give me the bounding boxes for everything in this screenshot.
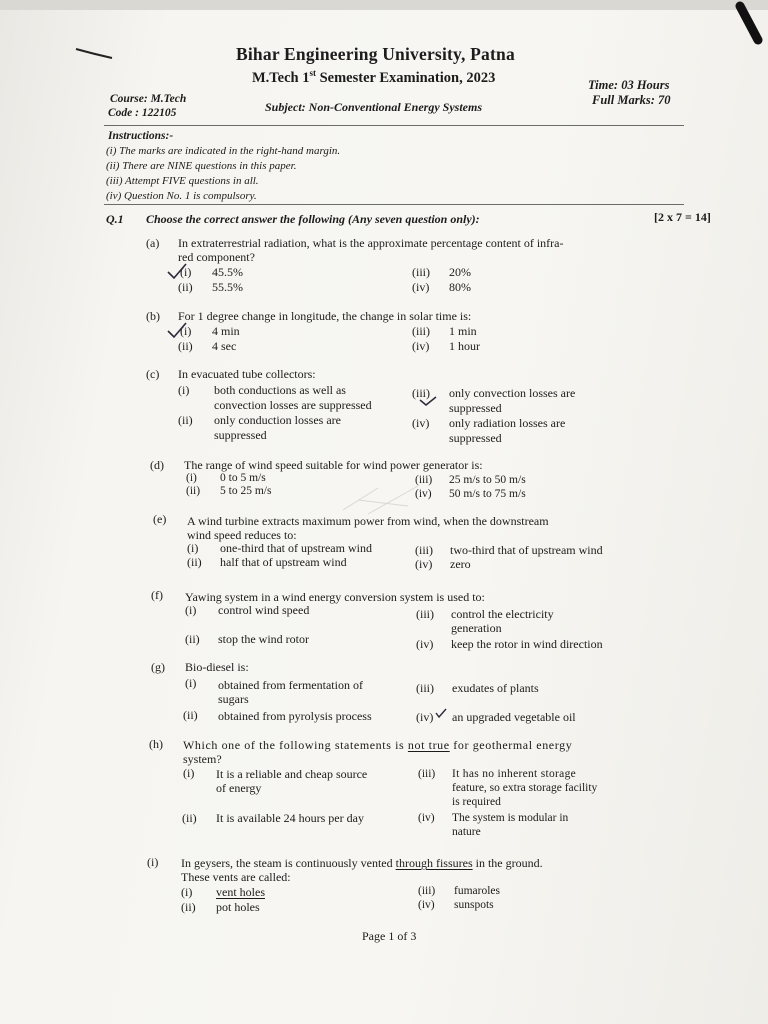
- part-question: Bio-diesel is:: [185, 660, 249, 674]
- option-number: (iii): [412, 324, 430, 338]
- option-number: (iii): [415, 474, 433, 486]
- page-number: Page 1 of 3: [362, 929, 417, 943]
- option-text: It is a reliable and cheap source: [216, 767, 368, 781]
- option-number: (i): [178, 383, 190, 397]
- course-name: Course: M.Tech: [110, 93, 187, 105]
- instruction-item: (i) The marks are indicated in the right-hand margin.: [106, 145, 341, 157]
- option-text: 1 hour: [449, 339, 480, 353]
- option-text: both conductions as well as: [214, 383, 346, 397]
- question-marks: [2 x 7 = 14]: [654, 210, 711, 224]
- question-text: Choose the correct answer the following (Any seven question only):: [146, 212, 480, 226]
- part-question: red component?: [178, 250, 255, 264]
- part-question: These vents are called:: [181, 870, 291, 884]
- option-number: (ii): [185, 632, 200, 646]
- option-number: (i): [187, 541, 199, 555]
- answer-tick-mark: [434, 707, 448, 719]
- option-text: 4 min: [212, 324, 240, 338]
- option-number: (ii): [178, 339, 193, 353]
- subject-name: Subject: Non-Conventional Energy Systems: [265, 100, 483, 114]
- option-number: (iii): [412, 386, 430, 400]
- option-text: The system is modular in: [452, 812, 569, 824]
- option-text: vent holes: [216, 885, 265, 899]
- option-text: keep the rotor in wind direction: [451, 637, 603, 651]
- option-number: (iv): [412, 416, 430, 430]
- university-name: Bihar Engineering University, Patna: [236, 44, 515, 64]
- option-text: sunspots: [454, 899, 494, 911]
- option-text: suppressed: [214, 428, 267, 442]
- option-text: convection losses are suppressed: [214, 398, 372, 412]
- option-text: control wind speed: [218, 603, 310, 617]
- option-text: two-third that of upstream wind: [450, 543, 603, 557]
- option-number: (iv): [418, 812, 435, 824]
- option-number: (iv): [416, 710, 434, 724]
- option-text: sugars: [218, 692, 249, 706]
- option-number: (iii): [412, 265, 430, 279]
- option-text: 0 to 5 m/s: [220, 472, 266, 484]
- option-text: 25 m/s to 50 m/s: [449, 474, 526, 486]
- option-text: 5 to 25 m/s: [220, 485, 272, 497]
- part-question: For 1 degree change in longitude, the change in solar time is:: [178, 309, 472, 323]
- part-question: A wind turbine extracts maximum power from wind, when the downstream: [187, 514, 549, 528]
- answer-tick-mark: [166, 321, 188, 339]
- option-number: (iv): [416, 637, 434, 651]
- option-number: (ii): [181, 900, 196, 914]
- instructions-rule: [104, 204, 684, 205]
- option-text: is required: [452, 796, 501, 808]
- option-text: half that of upstream wind: [220, 555, 347, 569]
- option-text: only radiation losses are: [449, 416, 566, 430]
- option-text: exudates of plants: [452, 681, 539, 695]
- option-text: one-third that of upstream wind: [220, 541, 372, 555]
- option-text: only conduction losses are: [214, 413, 341, 427]
- option-number: (iii): [418, 885, 436, 897]
- part-question: Which one of the following statements is not true for geothermal energy: [183, 738, 573, 752]
- part-label: (a): [146, 236, 160, 250]
- answer-tick-mark: [418, 396, 438, 406]
- option-number: (iv): [412, 339, 430, 353]
- part-question: system?: [183, 752, 222, 766]
- option-number: (i): [180, 324, 192, 338]
- part-question: In evacuated tube collectors:: [178, 367, 316, 381]
- option-number: (ii): [187, 555, 202, 569]
- option-number: (ii): [178, 413, 193, 427]
- part-label: (e): [153, 512, 167, 526]
- option-text: pot holes: [216, 900, 260, 914]
- option-number: (iv): [415, 557, 433, 571]
- pen-stroke-mark: [74, 46, 114, 60]
- option-number: (ii): [178, 280, 193, 294]
- option-text: 45.5%: [212, 265, 243, 279]
- exam-title: M.Tech 1st Semester Examination, 2023: [252, 68, 496, 86]
- part-label: (d): [150, 458, 164, 472]
- part-question: The range of wind speed suitable for wind power generator is:: [184, 458, 483, 472]
- option-number: (i): [186, 472, 197, 484]
- option-number: (iv): [415, 488, 432, 500]
- option-text: 20%: [449, 265, 471, 279]
- option-text: only convection losses are: [449, 386, 576, 400]
- option-text: obtained from pyrolysis process: [218, 709, 372, 723]
- option-number: (iv): [412, 280, 430, 294]
- option-text: 50 m/s to 75 m/s: [449, 488, 526, 500]
- option-text: 80%: [449, 280, 471, 294]
- option-text: fumaroles: [454, 885, 500, 897]
- option-number: (iv): [418, 899, 435, 911]
- instructions-heading: Instructions:-: [108, 130, 174, 142]
- option-text: 55.5%: [212, 280, 243, 294]
- option-number: (iii): [418, 768, 436, 780]
- instruction-item: (iv) Question No. 1 is compulsory.: [106, 190, 257, 202]
- option-text: of energy: [216, 781, 262, 795]
- option-text: zero: [450, 557, 471, 571]
- part-label: (i): [147, 855, 159, 869]
- part-label: (h): [149, 737, 163, 751]
- option-text: control the electricity: [451, 607, 554, 621]
- option-text: feature, so extra storage facility: [452, 782, 598, 794]
- course-code: Code : 122105: [108, 107, 177, 119]
- option-text: It has no inherent storage: [452, 768, 577, 780]
- option-number: (ii): [182, 811, 197, 825]
- part-label: (g): [151, 660, 165, 674]
- part-label: (f): [151, 588, 163, 602]
- option-number: (i): [185, 676, 197, 690]
- instruction-item: (ii) There are NINE questions in this paper.: [106, 160, 297, 172]
- option-text: It is available 24 hours per day: [216, 811, 364, 825]
- option-number: (iii): [416, 681, 434, 695]
- option-number: (i): [185, 603, 197, 617]
- option-number: (i): [183, 766, 195, 780]
- option-text: obtained from fermentation of: [218, 678, 363, 692]
- option-text: stop the wind rotor: [218, 632, 309, 646]
- option-number: (iii): [415, 543, 433, 557]
- part-question: In geysers, the steam is continuously vented through fissures in the ground.: [181, 856, 543, 870]
- part-question: wind speed reduces to:: [187, 528, 297, 542]
- option-number: (ii): [183, 708, 198, 722]
- exam-time: Time: 03 Hours: [588, 78, 670, 92]
- option-number: (ii): [186, 485, 201, 497]
- answer-tick-mark: [166, 262, 188, 280]
- part-label: (b): [146, 309, 160, 323]
- instruction-item: (iii) Attempt FIVE questions in all.: [106, 175, 259, 187]
- header-rule: [104, 125, 684, 126]
- part-label: (c): [146, 367, 160, 381]
- part-question: Yawing system in a wind energy conversion system is used to:: [185, 590, 485, 604]
- paper-top-edge: [0, 0, 768, 10]
- question-number: Q.1: [106, 212, 124, 226]
- option-text: 4 sec: [212, 339, 237, 353]
- option-number: (i): [180, 265, 192, 279]
- full-marks: Full Marks: 70: [592, 93, 671, 107]
- option-text: suppressed: [449, 431, 502, 445]
- part-question: In extraterrestrial radiation, what is the approximate percentage content of infra-: [178, 236, 564, 250]
- option-text: an upgraded vegetable oil: [452, 710, 576, 724]
- option-number: (i): [181, 885, 193, 899]
- option-text: suppressed: [449, 401, 502, 415]
- option-text: generation: [451, 621, 502, 635]
- option-text: nature: [452, 826, 481, 838]
- corner-ink-mark: [718, 0, 768, 48]
- option-text: 1 min: [449, 324, 477, 338]
- option-number: (iii): [416, 607, 434, 621]
